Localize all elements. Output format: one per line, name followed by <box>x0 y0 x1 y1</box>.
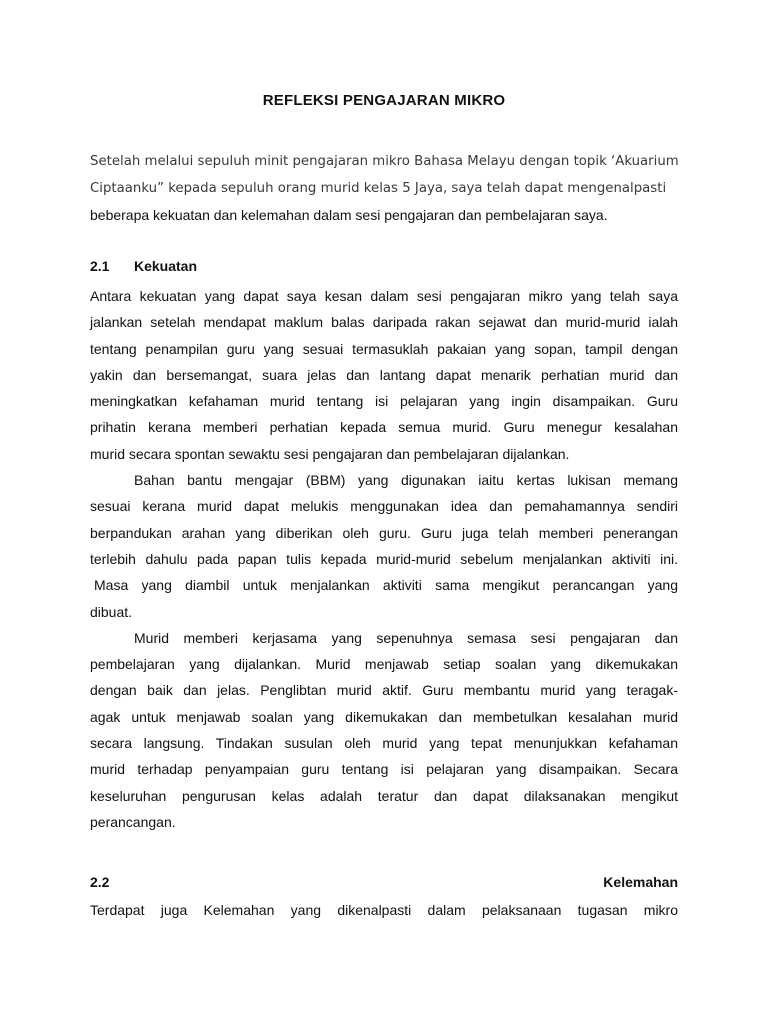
section-title: Kekuatan <box>134 258 198 274</box>
body-line: Antara kekuatan yang dapat saya kesan dalam sesi pengajaran mikro yang telah saya <box>90 288 678 304</box>
body-line: Masa yang diambil untuk menjalankan aktiviti sama mengikut perancangan yang <box>94 577 678 594</box>
intro-line: Ciptaanku” kepada sepuluh orang murid kelas 5 Jaya, saya telah dapat mengenalpasti <box>90 180 667 196</box>
body-line: dengan baik dan jelas. Penglibtan murid aktif. Guru membantu murid yang teragak- <box>90 682 678 699</box>
body-line: meningkatkan kefahaman murid tentang isi pelajaran yang ingin disampaikan. Guru <box>90 393 678 410</box>
document-title: REFLEKSI PENGAJARAN MIKRO <box>262 92 506 109</box>
body-line: perancangan. <box>90 813 176 830</box>
body-line: jalankan setelah mendapat maklum balas daripada rakan sejawat dan murid-murid ialah <box>90 314 678 331</box>
body-line: prihatin kerana memberi perhatian kepada semua murid. Guru menegur kesalahan <box>90 419 678 436</box>
section-heading-kekuatan <box>90 258 678 274</box>
section-number: 2.1 <box>90 258 110 274</box>
body-line: murid terhadap penyampaian guru tentang isi pelajaran yang disampaikan. Secara <box>90 761 678 778</box>
body-line: murid secara spontan sewaktu sesi pengajaran dan pembelajaran dijalankan. <box>90 445 570 462</box>
body-line: yakin dan bersemangat, suara jelas dan lantang dapat menarik perhatian murid dan <box>90 366 678 383</box>
body-line: sesuai kerana murid dapat melukis menggunakan idea dan pemahamannya sendiri <box>90 498 678 515</box>
section-heading-kelemahan <box>90 874 678 890</box>
body-line: tentang penampilan guru yang sesuai termasuklah pakaian yang sopan, tampil dengan <box>90 340 678 357</box>
kekuatan-body <box>90 283 678 835</box>
kelemahan-body-line: Terdapat juga Kelemahan yang dikenalpasti dalam pelaksanaan tugasan mikro <box>90 902 678 918</box>
body-line: berpandukan arahan yang diberikan oleh guru. Guru juga telah memberi penerangan <box>90 524 678 541</box>
body-line: terlebih dahulu pada papan tulis kepada murid-murid sebelum menjalankan aktiviti ini. <box>90 550 678 567</box>
body-line: agak untuk menjawab soalan yang dikemukakan dan membetulkan kesalahan murid <box>90 708 678 725</box>
body-line: pembelajaran yang dijalankan. Murid menjawab setiap soalan yang dikemukakan <box>90 656 678 673</box>
body-line: secara langsung. Tindakan susulan oleh murid yang tepat menunjukkan kefahaman <box>90 735 678 752</box>
intro-line: beberapa kekuatan dan kelemahan dalam sesi pengajaran dan pembelajaran saya. <box>90 207 608 223</box>
body-line: Bahan bantu mengajar (BBM) yang digunakan iaitu kertas lukisan memang <box>134 472 678 489</box>
body-line: Murid memberi kerjasama yang sepenuhnya semasa sesi pengajaran dan <box>134 629 678 646</box>
body-line: dibuat. <box>90 603 133 620</box>
section-title: Kelemahan <box>603 874 678 890</box>
body-line: keseluruhan pengurusan kelas adalah teratur dan dapat dilaksanakan mengikut <box>90 787 678 804</box>
section-number: 2.2 <box>90 874 110 890</box>
intro-line: Setelah melalui sepuluh minit pengajaran mikro Bahasa Melayu dengan topik ‘Akuarium <box>90 154 679 169</box>
intro-paragraph <box>90 149 680 229</box>
